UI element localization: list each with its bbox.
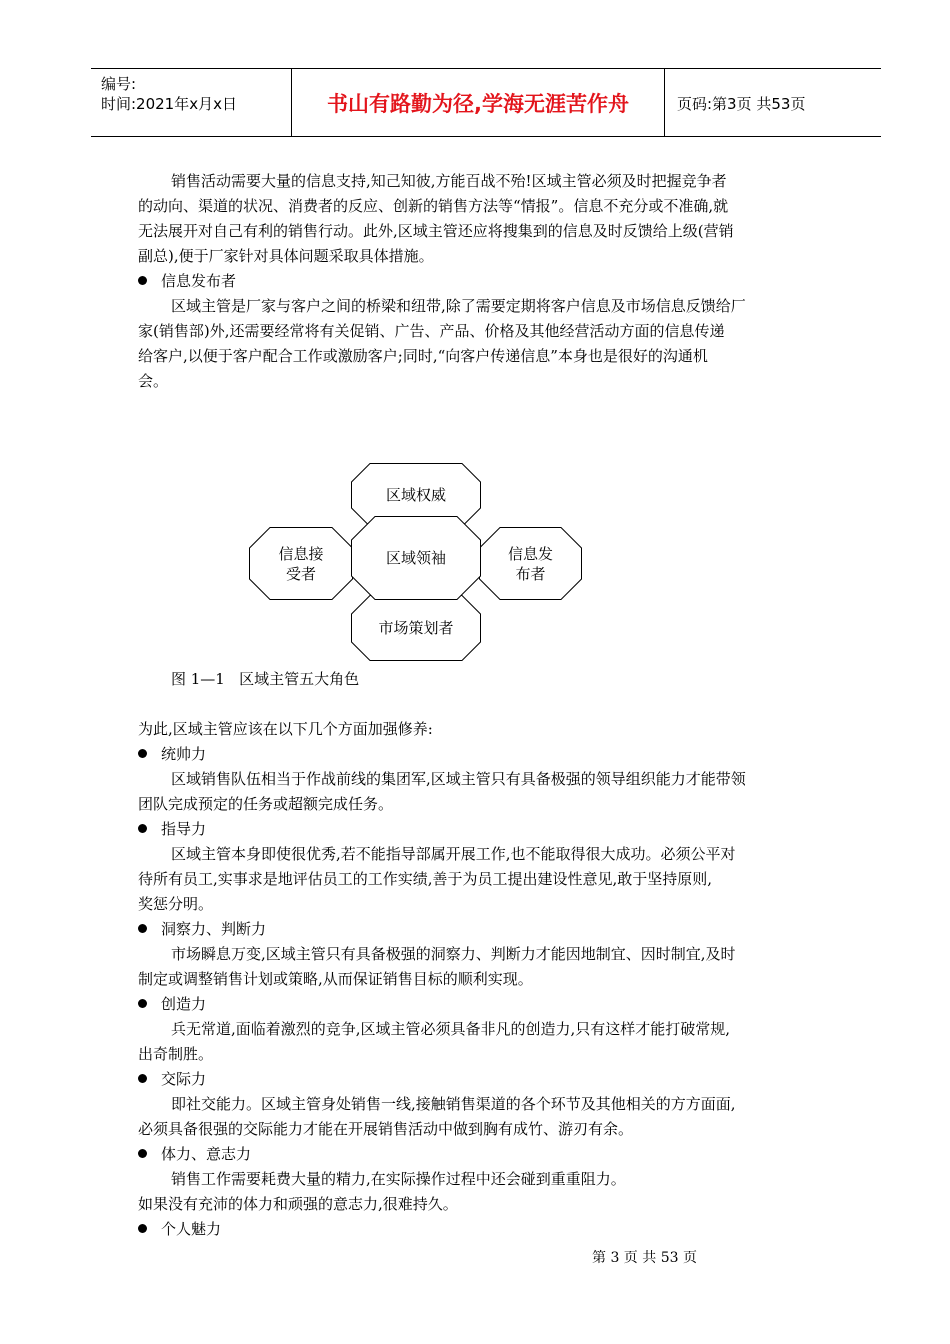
role-center-label: 区域领袖	[385, 549, 446, 567]
role-top-label: 区域权威	[385, 486, 446, 504]
para1-line-3: 无法展开对自己有利的销售行动。此外,区域主管还应将搜集到的信息及时反馈给上级(营销	[138, 222, 734, 240]
section-title-stamina	[138, 1144, 251, 1164]
bullet-icon	[138, 749, 147, 758]
bullet-icon	[138, 1149, 147, 1158]
section-title-social	[138, 1069, 206, 1089]
section-line: 区域销售队伍相当于作战前线的集团军,区域主管只有具备极强的领导组织能力才能带领	[171, 770, 746, 788]
section-title: 创造力	[161, 995, 207, 1013]
role-bottom-label: 市场策划者	[378, 619, 454, 637]
bullet-icon	[138, 924, 147, 933]
section-title-guidance	[138, 819, 206, 839]
bullet-label: 信息发布者	[161, 272, 237, 290]
header-meta	[91, 69, 292, 136]
page-header	[91, 68, 881, 137]
para2-line-3: 给客户,以便于客户配合工作或激励客户;同时,“向客户传递信息”本身也是很好的沟通机	[138, 347, 708, 365]
role-right-label: 信息发 布者	[507, 544, 553, 583]
section-line: 销售工作需要耗费大量的精力,在实际操作过程中还会碰到重重阻力。	[171, 1170, 626, 1188]
octagon-bottom	[351, 595, 481, 661]
role-left-label: 信息接 受者	[278, 544, 324, 583]
section-line: 如果没有充沛的体力和顽强的意志力,很难持久。	[138, 1195, 458, 1213]
section-line: 制定或调整销售计划或策略,从而保证销售目标的顺利实现。	[138, 970, 533, 988]
section-title: 交际力	[161, 1070, 207, 1088]
time-label: 时间:2021年x月x日	[101, 95, 237, 113]
section-line: 区域主管本身即使很优秀,若不能指导部属开展工作,也不能取得很大成功。必须公平对	[171, 845, 736, 863]
octagon-left	[249, 527, 353, 600]
para2-line-1: 区域主管是厂家与客户之间的桥梁和纽带,除了需要定期将客户信息及市场信息反馈给厂	[171, 297, 746, 315]
bullet-icon	[138, 1224, 147, 1233]
header-page-info: 页码:第3页 共53页	[677, 95, 806, 113]
section-line: 兵无常道,面临着激烈的竞争,区域主管必须具备非凡的创造力,只有这样才能打破常规,	[171, 1020, 731, 1038]
number-label: 编号:	[101, 75, 137, 93]
section-line: 奖惩分明。	[138, 895, 214, 913]
para2-line-4: 会。	[138, 372, 169, 390]
section-line: 团队完成预定的任务或超额完成任务。	[138, 795, 394, 813]
section-title-leadership	[138, 744, 206, 764]
section-title-creativity	[138, 994, 206, 1014]
section-line: 待所有员工,实事求是地评估员工的工作实绩,善于为员工提出建设性意见,敢于坚持原则,	[138, 870, 713, 888]
section-title: 统帅力	[161, 745, 207, 763]
bullet-icon	[138, 999, 147, 1008]
bullet-icon	[138, 276, 147, 285]
para2-line-2: 家(销售部)外,还需要经常将有关促销、广告、产品、价格及其他经营活动方面的信息传递	[138, 322, 725, 340]
bullet-icon	[138, 824, 147, 833]
octagon-center	[351, 516, 481, 600]
bullet-info-publisher	[138, 271, 236, 291]
para1-line-4: 副总),便于厂家针对具体问题采取具体措施。	[138, 247, 434, 265]
section-line: 出奇制胜。	[138, 1045, 214, 1063]
section-title: 个人魅力	[161, 1220, 222, 1238]
section-title: 指导力	[161, 820, 207, 838]
bullet-icon	[138, 1074, 147, 1083]
section-line: 即社交能力。区域主管身处销售一线,接触销售渠道的各个环节及其他相关的方方面面,	[171, 1095, 736, 1113]
para1-line-2: 的动向、渠道的状况、消费者的反应、创新的销售方法等“情报”。信息不充分或不准确,就	[138, 197, 729, 215]
section-title-insight	[138, 919, 266, 939]
section-line: 必须具备很强的交际能力才能在开展销售活动中做到胸有成竹、游刃有余。	[138, 1120, 634, 1138]
header-motto: 书山有路勤为径,学海无涯苦作舟	[292, 69, 665, 136]
intro-line: 为此,区域主管应该在以下几个方面加强修养:	[138, 720, 433, 738]
figure-caption: 图 1—1 区域主管五大角色	[171, 670, 360, 688]
page-footer: 第 3 页 共 53 页	[592, 1250, 697, 1266]
section-line: 市场瞬息万变,区域主管只有具备极强的洞察力、判断力才能因地制宜、因时制宜,及时	[171, 945, 736, 963]
section-title: 洞察力、判断力	[161, 920, 267, 938]
section-title-charisma	[138, 1219, 221, 1239]
para1-line-1: 销售活动需要大量的信息支持,知己知彼,方能百战不殆!区域主管必须及时把握竞争者	[171, 172, 727, 190]
section-title: 体力、意志力	[161, 1145, 252, 1163]
octagon-right	[479, 527, 582, 600]
